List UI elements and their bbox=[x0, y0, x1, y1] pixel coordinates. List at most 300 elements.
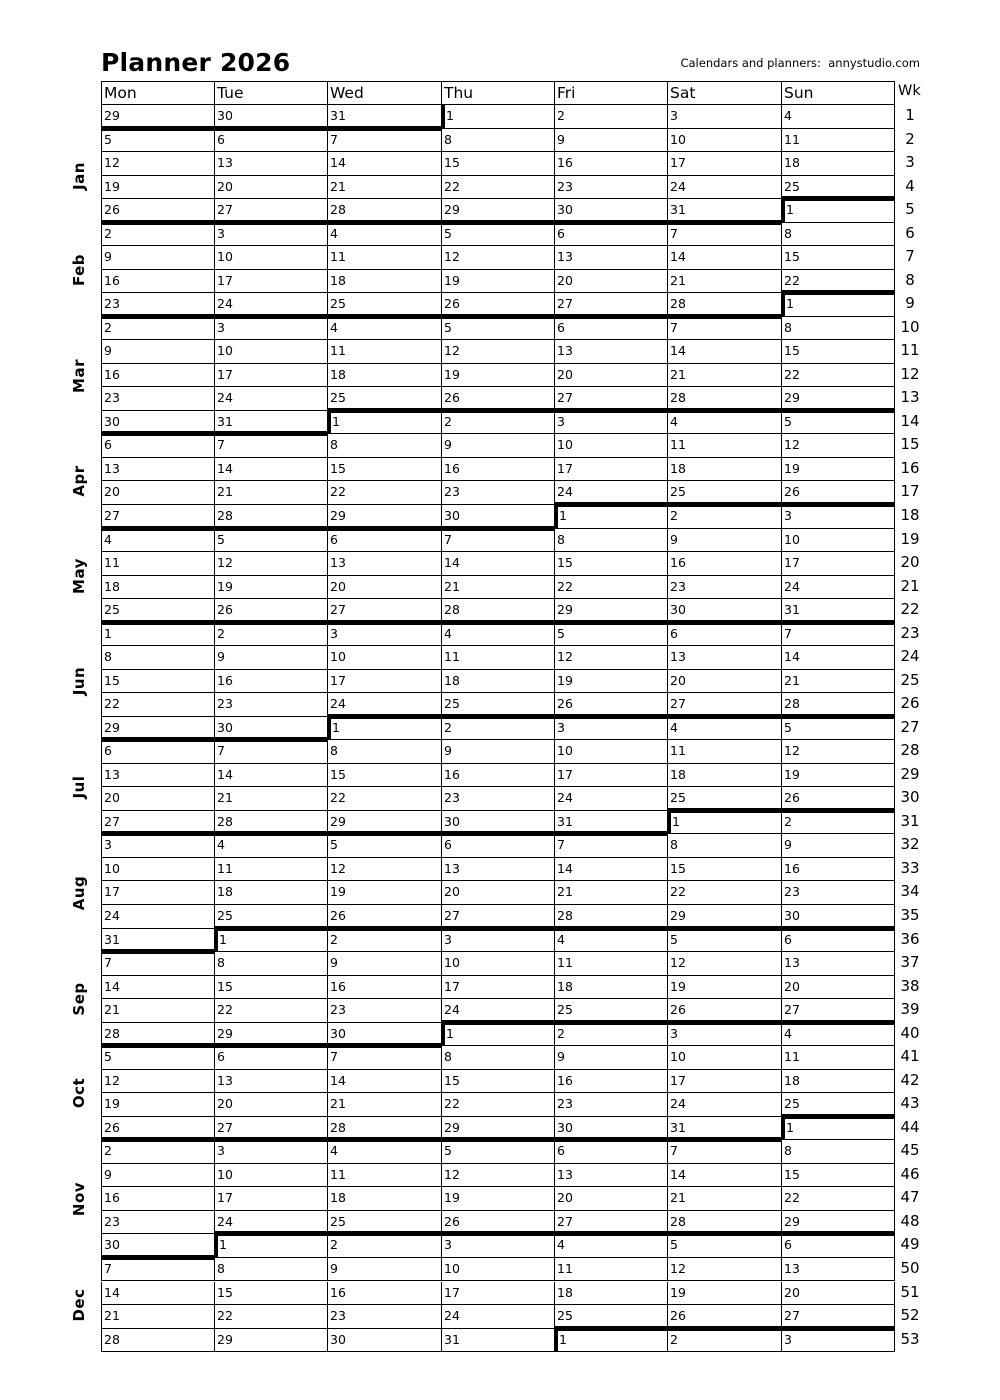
day-cell[interactable]: 25 bbox=[215, 905, 328, 929]
day-cell[interactable]: 4 bbox=[101, 529, 215, 553]
day-cell[interactable]: 11 bbox=[215, 858, 328, 882]
day-cell[interactable]: 19 bbox=[101, 176, 215, 200]
day-cell[interactable]: 30 bbox=[328, 1329, 442, 1353]
day-cell[interactable]: 3 bbox=[442, 1234, 555, 1258]
day-cell[interactable]: 4 bbox=[555, 1234, 668, 1258]
day-cell[interactable]: 8 bbox=[555, 529, 668, 553]
day-cell[interactable]: 22 bbox=[442, 1093, 555, 1117]
day-cell[interactable]: 4 bbox=[555, 929, 668, 953]
day-cell[interactable]: 31 bbox=[555, 811, 668, 835]
day-cell[interactable]: 31 bbox=[101, 929, 215, 953]
day-cell[interactable]: 6 bbox=[555, 1140, 668, 1164]
day-cell[interactable]: 22 bbox=[668, 881, 782, 905]
day-cell[interactable]: 4 bbox=[328, 1140, 442, 1164]
day-cell[interactable]: 30 bbox=[442, 811, 555, 835]
day-cell[interactable]: 13 bbox=[782, 952, 895, 976]
day-cell[interactable]: 10 bbox=[782, 529, 895, 553]
day-cell[interactable]: 22 bbox=[442, 176, 555, 200]
day-cell[interactable]: 20 bbox=[442, 881, 555, 905]
day-cell[interactable]: 7 bbox=[668, 223, 782, 247]
day-cell[interactable]: 22 bbox=[215, 1305, 328, 1329]
day-cell[interactable]: 24 bbox=[668, 176, 782, 200]
day-cell[interactable]: 12 bbox=[328, 858, 442, 882]
day-cell[interactable]: 13 bbox=[555, 1164, 668, 1188]
day-cell[interactable]: 4 bbox=[782, 105, 895, 129]
day-cell[interactable]: 16 bbox=[215, 670, 328, 694]
day-cell[interactable]: 30 bbox=[101, 411, 215, 435]
day-cell[interactable]: 6 bbox=[555, 223, 668, 247]
day-cell[interactable]: 3 bbox=[782, 505, 895, 529]
day-cell[interactable]: 1 bbox=[555, 505, 668, 529]
day-cell[interactable]: 26 bbox=[215, 599, 328, 623]
day-cell[interactable]: 29 bbox=[782, 387, 895, 411]
day-cell[interactable]: 28 bbox=[101, 1329, 215, 1353]
day-cell[interactable]: 31 bbox=[215, 411, 328, 435]
day-cell[interactable]: 30 bbox=[555, 199, 668, 223]
day-cell[interactable]: 27 bbox=[555, 387, 668, 411]
day-cell[interactable]: 1 bbox=[668, 811, 782, 835]
day-cell[interactable]: 26 bbox=[442, 293, 555, 317]
day-cell[interactable]: 10 bbox=[101, 858, 215, 882]
day-cell[interactable]: 18 bbox=[215, 881, 328, 905]
day-cell[interactable]: 6 bbox=[668, 623, 782, 647]
day-cell[interactable]: 15 bbox=[328, 458, 442, 482]
day-cell[interactable]: 5 bbox=[668, 1234, 782, 1258]
day-cell[interactable]: 18 bbox=[668, 764, 782, 788]
day-cell[interactable]: 17 bbox=[215, 364, 328, 388]
day-cell[interactable]: 23 bbox=[442, 481, 555, 505]
day-cell[interactable]: 4 bbox=[668, 717, 782, 741]
day-cell[interactable]: 13 bbox=[782, 1258, 895, 1282]
day-cell[interactable]: 18 bbox=[782, 1070, 895, 1094]
day-cell[interactable]: 10 bbox=[215, 1164, 328, 1188]
day-cell[interactable]: 28 bbox=[668, 1211, 782, 1235]
day-cell[interactable]: 24 bbox=[442, 1305, 555, 1329]
day-cell[interactable]: 7 bbox=[668, 1140, 782, 1164]
day-cell[interactable]: 17 bbox=[442, 1282, 555, 1306]
day-cell[interactable]: 3 bbox=[782, 1329, 895, 1353]
day-cell[interactable]: 30 bbox=[555, 1117, 668, 1141]
day-cell[interactable]: 18 bbox=[328, 364, 442, 388]
day-cell[interactable]: 9 bbox=[668, 529, 782, 553]
day-cell[interactable]: 8 bbox=[215, 952, 328, 976]
day-cell[interactable]: 13 bbox=[328, 552, 442, 576]
day-cell[interactable]: 21 bbox=[782, 670, 895, 694]
day-cell[interactable]: 17 bbox=[782, 552, 895, 576]
day-cell[interactable]: 3 bbox=[215, 317, 328, 341]
day-cell[interactable]: 4 bbox=[215, 834, 328, 858]
day-cell[interactable]: 30 bbox=[215, 717, 328, 741]
day-cell[interactable]: 16 bbox=[555, 152, 668, 176]
day-cell[interactable]: 9 bbox=[328, 1258, 442, 1282]
day-cell[interactable]: 7 bbox=[328, 129, 442, 153]
day-cell[interactable]: 10 bbox=[442, 952, 555, 976]
day-cell[interactable]: 3 bbox=[668, 105, 782, 129]
day-cell[interactable]: 16 bbox=[668, 552, 782, 576]
day-cell[interactable]: 12 bbox=[442, 1164, 555, 1188]
day-cell[interactable]: 2 bbox=[555, 105, 668, 129]
day-cell[interactable]: 25 bbox=[328, 387, 442, 411]
day-cell[interactable]: 27 bbox=[215, 1117, 328, 1141]
day-cell[interactable]: 12 bbox=[101, 152, 215, 176]
day-cell[interactable]: 1 bbox=[782, 1117, 895, 1141]
day-cell[interactable]: 1 bbox=[328, 717, 442, 741]
day-cell[interactable]: 28 bbox=[101, 1023, 215, 1047]
day-cell[interactable]: 21 bbox=[215, 481, 328, 505]
day-cell[interactable]: 8 bbox=[328, 434, 442, 458]
day-cell[interactable]: 8 bbox=[101, 646, 215, 670]
day-cell[interactable]: 2 bbox=[782, 811, 895, 835]
day-cell[interactable]: 25 bbox=[442, 693, 555, 717]
day-cell[interactable]: 14 bbox=[442, 552, 555, 576]
day-cell[interactable]: 15 bbox=[782, 246, 895, 270]
day-cell[interactable]: 13 bbox=[668, 646, 782, 670]
day-cell[interactable]: 14 bbox=[101, 976, 215, 1000]
day-cell[interactable]: 19 bbox=[442, 364, 555, 388]
day-cell[interactable]: 25 bbox=[328, 1211, 442, 1235]
day-cell[interactable]: 20 bbox=[215, 176, 328, 200]
day-cell[interactable]: 8 bbox=[328, 740, 442, 764]
day-cell[interactable]: 12 bbox=[668, 1258, 782, 1282]
day-cell[interactable]: 10 bbox=[668, 129, 782, 153]
day-cell[interactable]: 19 bbox=[782, 764, 895, 788]
day-cell[interactable]: 28 bbox=[328, 1117, 442, 1141]
day-cell[interactable]: 16 bbox=[442, 458, 555, 482]
day-cell[interactable]: 26 bbox=[442, 387, 555, 411]
day-cell[interactable]: 20 bbox=[782, 976, 895, 1000]
day-cell[interactable]: 17 bbox=[442, 976, 555, 1000]
day-cell[interactable]: 25 bbox=[668, 787, 782, 811]
day-cell[interactable]: 29 bbox=[782, 1211, 895, 1235]
day-cell[interactable]: 9 bbox=[782, 834, 895, 858]
day-cell[interactable]: 17 bbox=[328, 670, 442, 694]
day-cell[interactable]: 3 bbox=[215, 1140, 328, 1164]
day-cell[interactable]: 19 bbox=[442, 1187, 555, 1211]
day-cell[interactable]: 14 bbox=[668, 246, 782, 270]
day-cell[interactable]: 7 bbox=[215, 434, 328, 458]
day-cell[interactable]: 10 bbox=[668, 1046, 782, 1070]
day-cell[interactable]: 26 bbox=[668, 1305, 782, 1329]
day-cell[interactable]: 22 bbox=[782, 364, 895, 388]
day-cell[interactable]: 18 bbox=[555, 976, 668, 1000]
day-cell[interactable]: 26 bbox=[668, 999, 782, 1023]
day-cell[interactable]: 31 bbox=[668, 199, 782, 223]
day-cell[interactable]: 24 bbox=[215, 387, 328, 411]
day-cell[interactable]: 11 bbox=[328, 1164, 442, 1188]
day-cell[interactable]: 19 bbox=[328, 881, 442, 905]
day-cell[interactable]: 14 bbox=[328, 1070, 442, 1094]
day-cell[interactable]: 21 bbox=[668, 270, 782, 294]
day-cell[interactable]: 6 bbox=[328, 529, 442, 553]
day-cell[interactable]: 8 bbox=[442, 1046, 555, 1070]
day-cell[interactable]: 14 bbox=[215, 458, 328, 482]
day-cell[interactable]: 28 bbox=[215, 505, 328, 529]
day-cell[interactable]: 15 bbox=[215, 1282, 328, 1306]
day-cell[interactable]: 15 bbox=[442, 1070, 555, 1094]
day-cell[interactable]: 2 bbox=[668, 505, 782, 529]
day-cell[interactable]: 5 bbox=[101, 1046, 215, 1070]
day-cell[interactable]: 9 bbox=[442, 434, 555, 458]
day-cell[interactable]: 10 bbox=[442, 1258, 555, 1282]
day-cell[interactable]: 11 bbox=[555, 1258, 668, 1282]
day-cell[interactable]: 18 bbox=[442, 670, 555, 694]
day-cell[interactable]: 29 bbox=[442, 1117, 555, 1141]
day-cell[interactable]: 24 bbox=[555, 481, 668, 505]
day-cell[interactable]: 28 bbox=[782, 693, 895, 717]
day-cell[interactable]: 6 bbox=[782, 929, 895, 953]
day-cell[interactable]: 16 bbox=[328, 1282, 442, 1306]
day-cell[interactable]: 27 bbox=[555, 293, 668, 317]
day-cell[interactable]: 29 bbox=[555, 599, 668, 623]
day-cell[interactable]: 19 bbox=[215, 576, 328, 600]
day-cell[interactable]: 26 bbox=[442, 1211, 555, 1235]
day-cell[interactable]: 30 bbox=[668, 599, 782, 623]
day-cell[interactable]: 22 bbox=[555, 576, 668, 600]
day-cell[interactable]: 8 bbox=[442, 129, 555, 153]
day-cell[interactable]: 20 bbox=[782, 1282, 895, 1306]
day-cell[interactable]: 13 bbox=[101, 764, 215, 788]
day-cell[interactable]: 13 bbox=[555, 246, 668, 270]
day-cell[interactable]: 12 bbox=[442, 246, 555, 270]
day-cell[interactable]: 13 bbox=[215, 1070, 328, 1094]
day-cell[interactable]: 22 bbox=[215, 999, 328, 1023]
day-cell[interactable]: 18 bbox=[668, 458, 782, 482]
day-cell[interactable]: 12 bbox=[442, 340, 555, 364]
day-cell[interactable]: 2 bbox=[101, 317, 215, 341]
day-cell[interactable]: 26 bbox=[328, 905, 442, 929]
day-cell[interactable]: 25 bbox=[101, 599, 215, 623]
day-cell[interactable]: 16 bbox=[555, 1070, 668, 1094]
day-cell[interactable]: 3 bbox=[668, 1023, 782, 1047]
day-cell[interactable]: 5 bbox=[442, 317, 555, 341]
day-cell[interactable]: 4 bbox=[328, 223, 442, 247]
day-cell[interactable]: 15 bbox=[215, 976, 328, 1000]
day-cell[interactable]: 5 bbox=[668, 929, 782, 953]
day-cell[interactable]: 26 bbox=[555, 693, 668, 717]
day-cell[interactable]: 30 bbox=[442, 505, 555, 529]
day-cell[interactable]: 23 bbox=[101, 387, 215, 411]
day-cell[interactable]: 29 bbox=[442, 199, 555, 223]
day-cell[interactable]: 16 bbox=[782, 858, 895, 882]
day-cell[interactable]: 5 bbox=[101, 129, 215, 153]
day-cell[interactable]: 1 bbox=[215, 929, 328, 953]
day-cell[interactable]: 17 bbox=[668, 1070, 782, 1094]
day-cell[interactable]: 22 bbox=[328, 787, 442, 811]
day-cell[interactable]: 1 bbox=[101, 623, 215, 647]
day-cell[interactable]: 20 bbox=[555, 364, 668, 388]
day-cell[interactable]: 14 bbox=[328, 152, 442, 176]
day-cell[interactable]: 31 bbox=[328, 105, 442, 129]
day-cell[interactable]: 13 bbox=[101, 458, 215, 482]
day-cell[interactable]: 3 bbox=[101, 834, 215, 858]
day-cell[interactable]: 25 bbox=[555, 1305, 668, 1329]
day-cell[interactable]: 21 bbox=[328, 1093, 442, 1117]
day-cell[interactable]: 8 bbox=[668, 834, 782, 858]
day-cell[interactable]: 23 bbox=[442, 787, 555, 811]
day-cell[interactable]: 14 bbox=[668, 340, 782, 364]
day-cell[interactable]: 3 bbox=[328, 623, 442, 647]
day-cell[interactable]: 25 bbox=[782, 176, 895, 200]
day-cell[interactable]: 7 bbox=[442, 529, 555, 553]
day-cell[interactable]: 5 bbox=[328, 834, 442, 858]
day-cell[interactable]: 18 bbox=[328, 1187, 442, 1211]
day-cell[interactable]: 29 bbox=[215, 1023, 328, 1047]
day-cell[interactable]: 2 bbox=[215, 623, 328, 647]
day-cell[interactable]: 18 bbox=[555, 1282, 668, 1306]
day-cell[interactable]: 4 bbox=[328, 317, 442, 341]
day-cell[interactable]: 19 bbox=[782, 458, 895, 482]
day-cell[interactable]: 19 bbox=[442, 270, 555, 294]
day-cell[interactable]: 8 bbox=[782, 223, 895, 247]
day-cell[interactable]: 21 bbox=[101, 1305, 215, 1329]
day-cell[interactable]: 14 bbox=[101, 1282, 215, 1306]
day-cell[interactable]: 21 bbox=[442, 576, 555, 600]
day-cell[interactable]: 12 bbox=[101, 1070, 215, 1094]
day-cell[interactable]: 27 bbox=[101, 505, 215, 529]
day-cell[interactable]: 15 bbox=[555, 552, 668, 576]
day-cell[interactable]: 23 bbox=[215, 693, 328, 717]
day-cell[interactable]: 10 bbox=[215, 340, 328, 364]
day-cell[interactable]: 28 bbox=[215, 811, 328, 835]
day-cell[interactable]: 25 bbox=[555, 999, 668, 1023]
day-cell[interactable]: 9 bbox=[555, 129, 668, 153]
day-cell[interactable]: 31 bbox=[668, 1117, 782, 1141]
day-cell[interactable]: 9 bbox=[101, 340, 215, 364]
day-cell[interactable]: 27 bbox=[101, 811, 215, 835]
day-cell[interactable]: 20 bbox=[555, 1187, 668, 1211]
day-cell[interactable]: 20 bbox=[101, 787, 215, 811]
day-cell[interactable]: 18 bbox=[101, 576, 215, 600]
day-cell[interactable]: 16 bbox=[101, 1187, 215, 1211]
day-cell[interactable]: 25 bbox=[328, 293, 442, 317]
day-cell[interactable]: 5 bbox=[442, 223, 555, 247]
day-cell[interactable]: 21 bbox=[215, 787, 328, 811]
day-cell[interactable]: 21 bbox=[555, 881, 668, 905]
day-cell[interactable]: 11 bbox=[328, 340, 442, 364]
day-cell[interactable]: 1 bbox=[442, 105, 555, 129]
day-cell[interactable]: 15 bbox=[328, 764, 442, 788]
day-cell[interactable]: 17 bbox=[668, 152, 782, 176]
day-cell[interactable]: 6 bbox=[101, 740, 215, 764]
day-cell[interactable]: 14 bbox=[215, 764, 328, 788]
day-cell[interactable]: 2 bbox=[668, 1329, 782, 1353]
day-cell[interactable]: 9 bbox=[328, 952, 442, 976]
day-cell[interactable]: 23 bbox=[101, 293, 215, 317]
day-cell[interactable]: 22 bbox=[782, 270, 895, 294]
day-cell[interactable]: 28 bbox=[668, 293, 782, 317]
day-cell[interactable]: 11 bbox=[782, 129, 895, 153]
day-cell[interactable]: 5 bbox=[555, 623, 668, 647]
day-cell[interactable]: 2 bbox=[328, 1234, 442, 1258]
day-cell[interactable]: 29 bbox=[668, 905, 782, 929]
day-cell[interactable]: 2 bbox=[101, 223, 215, 247]
day-cell[interactable]: 23 bbox=[668, 576, 782, 600]
day-cell[interactable]: 8 bbox=[215, 1258, 328, 1282]
day-cell[interactable]: 13 bbox=[442, 858, 555, 882]
day-cell[interactable]: 7 bbox=[555, 834, 668, 858]
day-cell[interactable]: 23 bbox=[555, 176, 668, 200]
day-cell[interactable]: 23 bbox=[328, 999, 442, 1023]
day-cell[interactable]: 5 bbox=[442, 1140, 555, 1164]
day-cell[interactable]: 4 bbox=[442, 623, 555, 647]
day-cell[interactable]: 15 bbox=[782, 340, 895, 364]
day-cell[interactable]: 4 bbox=[668, 411, 782, 435]
day-cell[interactable]: 20 bbox=[215, 1093, 328, 1117]
day-cell[interactable]: 5 bbox=[782, 411, 895, 435]
day-cell[interactable]: 1 bbox=[442, 1023, 555, 1047]
day-cell[interactable]: 20 bbox=[101, 481, 215, 505]
day-cell[interactable]: 20 bbox=[555, 270, 668, 294]
day-cell[interactable]: 21 bbox=[668, 1187, 782, 1211]
day-cell[interactable]: 22 bbox=[101, 693, 215, 717]
day-cell[interactable]: 26 bbox=[782, 787, 895, 811]
day-cell[interactable]: 29 bbox=[328, 505, 442, 529]
day-cell[interactable]: 26 bbox=[101, 1117, 215, 1141]
day-cell[interactable]: 17 bbox=[555, 458, 668, 482]
day-cell[interactable]: 17 bbox=[555, 764, 668, 788]
day-cell[interactable]: 15 bbox=[101, 670, 215, 694]
day-cell[interactable]: 29 bbox=[101, 105, 215, 129]
day-cell[interactable]: 20 bbox=[328, 576, 442, 600]
day-cell[interactable]: 11 bbox=[101, 552, 215, 576]
day-cell[interactable]: 10 bbox=[555, 434, 668, 458]
day-cell[interactable]: 7 bbox=[215, 740, 328, 764]
day-cell[interactable]: 1 bbox=[215, 1234, 328, 1258]
day-cell[interactable]: 23 bbox=[328, 1305, 442, 1329]
day-cell[interactable]: 1 bbox=[782, 199, 895, 223]
day-cell[interactable]: 11 bbox=[328, 246, 442, 270]
day-cell[interactable]: 16 bbox=[101, 270, 215, 294]
day-cell[interactable]: 28 bbox=[442, 599, 555, 623]
day-cell[interactable]: 21 bbox=[328, 176, 442, 200]
day-cell[interactable]: 29 bbox=[101, 717, 215, 741]
day-cell[interactable]: 8 bbox=[782, 1140, 895, 1164]
day-cell[interactable]: 2 bbox=[328, 929, 442, 953]
day-cell[interactable]: 14 bbox=[555, 858, 668, 882]
day-cell[interactable]: 6 bbox=[215, 1046, 328, 1070]
day-cell[interactable]: 19 bbox=[668, 1282, 782, 1306]
day-cell[interactable]: 24 bbox=[555, 787, 668, 811]
day-cell[interactable]: 27 bbox=[668, 693, 782, 717]
day-cell[interactable]: 12 bbox=[555, 646, 668, 670]
day-cell[interactable]: 10 bbox=[555, 740, 668, 764]
day-cell[interactable]: 9 bbox=[101, 1164, 215, 1188]
day-cell[interactable]: 19 bbox=[668, 976, 782, 1000]
day-cell[interactable]: 4 bbox=[782, 1023, 895, 1047]
day-cell[interactable]: 3 bbox=[442, 929, 555, 953]
day-cell[interactable]: 27 bbox=[442, 905, 555, 929]
day-cell[interactable]: 13 bbox=[215, 152, 328, 176]
day-cell[interactable]: 6 bbox=[555, 317, 668, 341]
day-cell[interactable]: 1 bbox=[555, 1329, 668, 1353]
day-cell[interactable]: 27 bbox=[555, 1211, 668, 1235]
day-cell[interactable]: 17 bbox=[215, 1187, 328, 1211]
day-cell[interactable]: 30 bbox=[101, 1234, 215, 1258]
day-cell[interactable]: 26 bbox=[782, 481, 895, 505]
day-cell[interactable]: 30 bbox=[328, 1023, 442, 1047]
day-cell[interactable]: 28 bbox=[555, 905, 668, 929]
day-cell[interactable]: 7 bbox=[101, 952, 215, 976]
day-cell[interactable]: 28 bbox=[328, 199, 442, 223]
day-cell[interactable]: 16 bbox=[442, 764, 555, 788]
day-cell[interactable]: 6 bbox=[215, 129, 328, 153]
day-cell[interactable]: 6 bbox=[782, 1234, 895, 1258]
day-cell[interactable]: 16 bbox=[101, 364, 215, 388]
day-cell[interactable]: 27 bbox=[215, 199, 328, 223]
day-cell[interactable]: 24 bbox=[215, 293, 328, 317]
day-cell[interactable]: 31 bbox=[442, 1329, 555, 1353]
day-cell[interactable]: 13 bbox=[555, 340, 668, 364]
